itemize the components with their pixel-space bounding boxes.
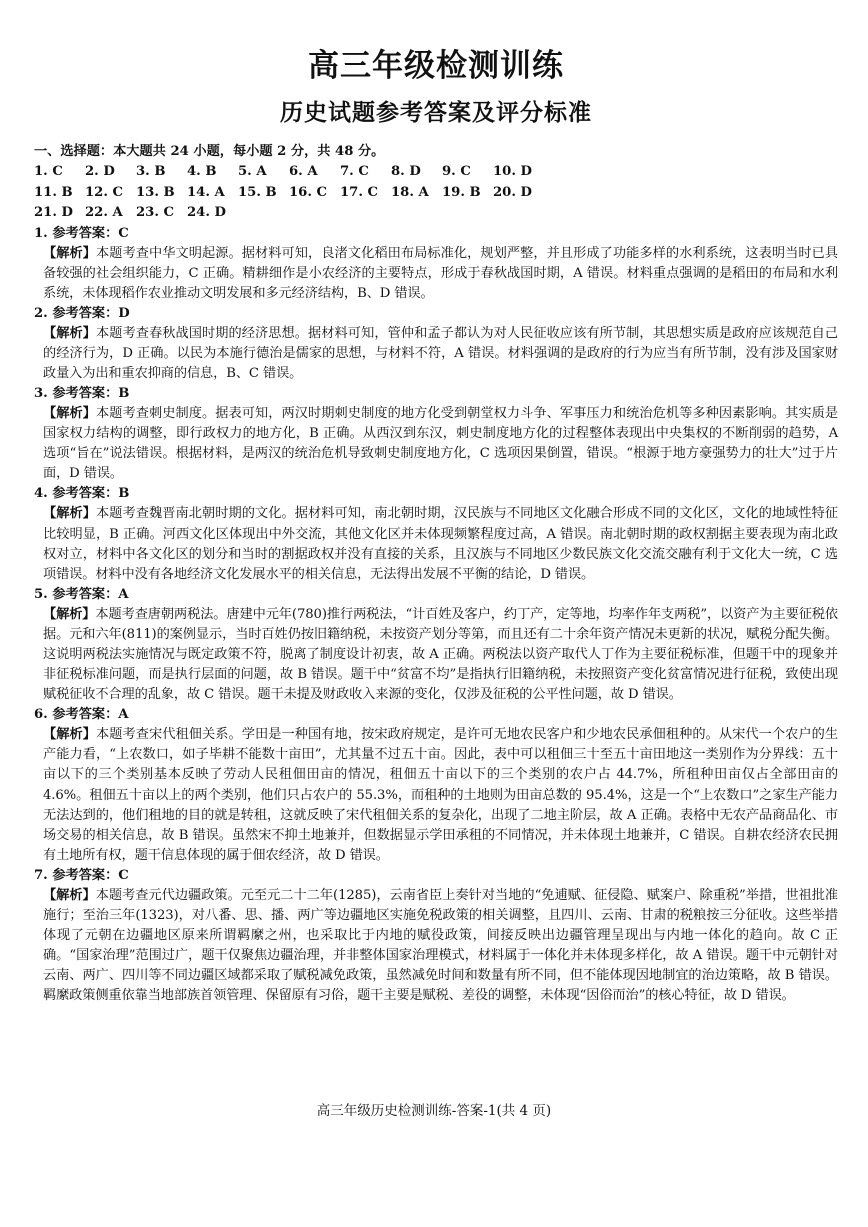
answer-cell: 9. C [442,164,471,179]
question-analysis [34,605,838,705]
answer-cell: 11. B [34,184,73,200]
answer-cell: 17. C [340,184,379,200]
question-answer-heading: 5. 参考答案：A [34,586,129,602]
answer-cell: 12. C [85,184,124,200]
answer-cell: 4. B [187,164,217,179]
question-explanation [34,866,838,1007]
question-analysis [34,725,838,866]
answer-cell: 14. A [187,184,225,200]
answer-cell: 8. D [391,164,421,179]
page-footer: 高三年级历史检测训练-答案-1(共 4 页) [316,1103,552,1119]
question-answer-heading: 4. 参考答案：B [34,486,130,502]
analysis-text: 本题考查春秋战国时期的经济思想。据材料可知，管仲和孟子都认为对人民征收应该有所节制，其思想实质是政府应该规范自己的经济行为，D 正确。以民为本施行德治是儒家的思想，与材料不符，A 错误。材料强调的是政府的行为应当有所节制，没有涉及国家财政量入为出和重农抑商的信息，B、C 错误。 [43,325,838,381]
answer-cell: 19. B [442,184,481,200]
question-answer-heading: 1. 参考答案：C [34,225,129,241]
question-analysis [34,504,838,584]
question-analysis [34,324,838,384]
answer-cell: 21. D [34,205,73,220]
question-analysis [34,244,838,304]
analysis-tag: 【解析】 [43,245,97,261]
analysis-text: 本题考查中华文明起源。据材料可知，良渚文化稻田布局标准化，规划严整，并且形成了功能多样的水利系统，这表明当时已具备较强的社会组织能力，C 正确。精耕细作是小农经济的主要特点，形成于春秋战国时期，A 错误。材料重点强调的是稻田的布局和水利系统，未体现稻作农业推动文明发展和多元经济结构，B、D 错误。 [43,245,838,301]
question-answer-heading: 7. 参考答案：C [34,867,129,883]
answer-cell: 23. C [136,205,175,220]
analysis-tag: 【解析】 [43,727,97,743]
question-explanation [34,484,838,584]
question-analysis [34,404,838,484]
answer-row [34,183,838,204]
analysis-text: 本题考查宋代租佃关系。学田是一种国有地，按宋政府规定，是许可无地农民客户和少地农民承佃租种的。从宋代一个农户的生产能力看，“上农数口，如子毕耕不能数十亩田”，尤其量不过五十亩。因此，表中可以租佃三十至五十亩田地这一类别作为分界线：五十亩以下的三个类别基本反映了劳动人民租佃田亩的情况，租佃五十亩以下的三个类别的农户占 44.7%，所租种田亩仅占全部田亩的 4.6%。租佃五十亩以上的两个类别，他们只占农户的 55.3%，而租种的土地则为田亩总数的 95.4%，这是一个“上农数口”之家生产能力无法达到的，他们租地的目的就是转租，这就反映了宋代租佃关系的复杂化，出现了二地主阶层，故 A 正确。表格中无农产品商品化、市场交易的相关信息，故 B 错误。虽然宋不抑土地兼并，但数据显示学田承租的不同情况，并未体现土地兼并，C 错误。自耕农经济农民拥有土地所有权，题干信息体现的属于佃农经济，故 D 错误。 [43,727,838,863]
question-explanation [34,224,838,304]
answer-cell: 5. A [238,164,267,179]
page-subtitle: 历史试题参考答案及评分标准 [280,99,592,126]
answer-cell: 1. C [34,164,63,179]
answer-cell: 6. A [289,164,318,179]
analysis-tag: 【解析】 [43,606,96,622]
analysis-text: 本题考查刺史制度。据表可知，两汉时期刺史制度的地方化受到朝堂权力斗争、军事压力和统治危机等多种因素影响。其实质是国家权力结构的调整，即行政权力的地方化，B 正确。从西汉到东汉，刺史制度地方化的过程整体表现出中央集权的不断削弱的趋势，A 选项“旨在”说法错误。根据材料，是两汉的统治危机导致刺史制度地方化，C 选项因果倒置，错误。“根源于地方豪强势力的壮大”过于片面，D 错误。 [43,406,838,482]
analysis-tag: 【解析】 [43,406,97,422]
question-explanation [34,304,838,384]
question-explanation [34,384,838,484]
question-answer-heading: 2. 参考答案：D [34,305,130,321]
answer-cell: 7. C [340,164,369,179]
analysis-tag: 【解析】 [43,887,96,903]
question-explanation [34,705,838,866]
section-heading: 一、选择题：本大题共 24 小题，每小题 2 分，共 48 分。 [34,144,385,159]
page-title: 高三年级检测训练 [308,48,564,84]
answer-cell: 20. D [493,184,532,200]
answer-cell: 15. B [238,184,277,200]
analysis-text: 本题考查唐朝两税法。唐建中元年(780)推行两税法，“计百姓及客户，约丁产，定等地，均率作年支两税”，以资产为主要征税依据。元和六年(811)的案例显示，当时百姓仍按旧籍纳税，未按资产划分等第，而且还有二十余年资产情况未更新的状况，赋税分配失衡。这说明两税法实施情况与既定政策不符，脱离了制度设计初衷，故 A 正确。两税法以资产取代人丁作为主要征税标准，但题干中的现象并非征税标准问题，而是执行层面的问题，故 B 错误。题干中“贫富不均”是指执行旧籍纳税，未按照资产变化贫富情况进行征税，致使出现赋税征收不合理的乱象，故 C 错误。题干未提及财政收入来源的变化，仅涉及征税的公平性问题，故 D 错误。 [43,606,838,703]
answer-key-grid [34,162,838,224]
answer-cell: 22. A [85,205,123,220]
analysis-tag: 【解析】 [43,506,97,522]
question-analysis [34,886,838,1007]
question-explanation [34,585,838,705]
analysis-tag: 【解析】 [43,325,97,341]
answer-cell: 18. A [391,184,429,200]
answer-cell: 10. D [493,164,532,179]
analysis-text: 本题考查魏晋南北朝时期的文化。据材料可知，南北朝时期，汉民族与不同地区文化融合形成不同的文化区，文化的地域性特征比较明显，B 正确。河西文化区体现出中外交流，其他文化区并未体现频繁程度过高，A 错误。南北朝时期的政权割据主要表现为南北政权对立，材料中各文化区的划分和当时的割据政权并没有直接的关系，且汉族与不同地区少数民族文化交流交融有利于文化大一统，C 选项错误。材料中没有各地经济文化发展水平的相关信息，无法得出发展不平衡的结论，D 错误。 [43,506,838,582]
answer-row [34,162,838,183]
answer-cell: 24. D [187,205,226,220]
answer-cell: 13. B [136,184,175,200]
answer-cell: 2. D [85,164,115,179]
answer-row [34,203,838,224]
question-answer-heading: 6. 参考答案：A [34,707,129,723]
answer-cell: 16. C [289,184,328,200]
analysis-text: 本题考查元代边疆政策。元至元二十二年(1285)，云南省臣上奏针对当地的“免逋赋、征侵隐、赋案户、除重税”举措，世祖批准施行；至治三年(1323)，对八番、思、播、两广等边疆地区实施免税政策的相关调整，且四川、云南、甘肃的税粮按三分征收。这些举措体现了元朝在边疆地区原来所谓羁縻之州，也采取比于内地的赋役政策，间接反映出边疆管理呈现出与内地一体化的趋向。故 C 正确。“国家治理”范围过广，题干仅聚焦边疆治理，并非整体国家治理模式，材料属于一体化并未体现多样化，故 A 错误。题干中元朝针对云南、两广、四川等不同边疆区域都采取了赋税减免政策，虽然减免时间和数量有所不同，但不能体现因地制宜的治边策略，故 B 错误。羁縻政策侧重依靠当地部族首领管理、保留原有习俗，题干主要是赋税、差役的调整，未体现“因俗而治”的核心特征，故 D 错误。 [43,887,838,1004]
question-answer-heading: 3. 参考答案：B [34,386,130,402]
answer-cell: 3. B [136,164,166,179]
